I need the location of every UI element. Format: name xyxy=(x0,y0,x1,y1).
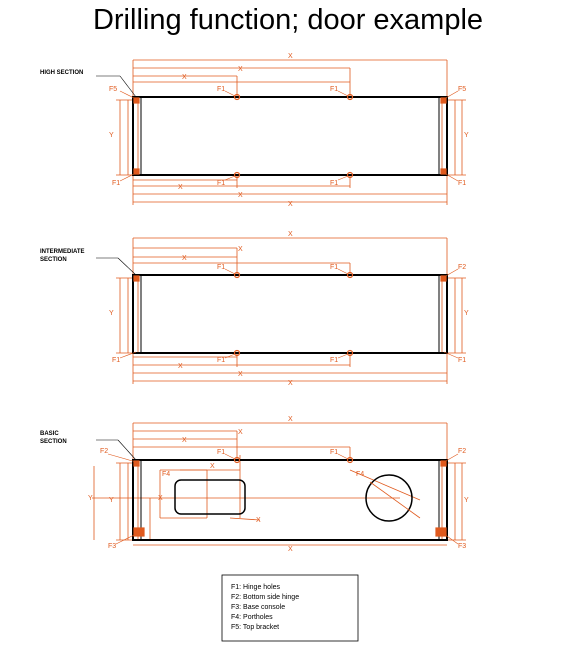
int-dim-x-5: X xyxy=(238,371,243,378)
high-dim-y-right: Y xyxy=(464,132,469,139)
legend-item-f4: F4: Portholes xyxy=(231,614,273,621)
high-dim-x-3: X xyxy=(182,74,187,81)
legend-item-f5: F5: Top bracket xyxy=(231,624,280,631)
int-dim-x-2: X xyxy=(238,246,243,253)
int-label-f1-bottom-right: F1 xyxy=(458,357,467,364)
high-label-f5-left: F5 xyxy=(109,86,118,93)
basic-dim-y-left: Y xyxy=(109,497,114,504)
high-dim-x-5: X xyxy=(238,192,243,199)
basic-label-f2-right: F2 xyxy=(458,448,467,455)
basic-dim-x-5: X xyxy=(158,495,163,502)
high-dim-y-left: Y xyxy=(109,132,114,139)
basic-label-f2-left: F2 xyxy=(100,448,109,455)
intermediate-fittings xyxy=(134,273,446,356)
basic-fittings xyxy=(134,458,446,537)
basic-dim-x-6: X xyxy=(256,517,261,524)
basic-label-f3-left: F3 xyxy=(108,543,117,550)
high-label-f5-right: F5 xyxy=(458,86,467,93)
intermediate-section-label-1: INTERMEDIATE xyxy=(40,249,85,255)
basic-label-f3-right: F3 xyxy=(458,543,467,550)
int-dim-x-1: X xyxy=(288,231,293,238)
high-label-f1-bottom-left: F1 xyxy=(112,180,121,187)
legend-item-f1: F1: Hinge holes xyxy=(231,584,281,591)
basic-dim-x-4: X xyxy=(210,463,215,470)
int-label-f1-bottom-left: F1 xyxy=(112,357,121,364)
high-section xyxy=(40,53,469,208)
basic-door-panel xyxy=(133,460,447,540)
high-dim-x-4: X xyxy=(178,184,183,191)
int-dim-x-4: X xyxy=(178,363,183,370)
high-label-f1-bottom-2: F1 xyxy=(330,180,339,187)
basic-dim-x-3: X xyxy=(182,437,187,444)
high-section-label: HIGH SECTION xyxy=(40,70,84,76)
high-door-panel xyxy=(133,97,447,175)
legend-item-f3: F3: Base console xyxy=(231,604,286,611)
intermediate-door-panel xyxy=(133,275,447,353)
basic-label-f1-top-2: F1 xyxy=(330,449,339,456)
high-label-f1-top-2: F1 xyxy=(330,86,339,93)
high-fittings xyxy=(134,95,446,178)
high-label-f1-bottom-1: F1 xyxy=(217,180,226,187)
basic-section-label-1: BASIC xyxy=(40,431,59,437)
int-dim-x-6: X xyxy=(288,380,293,387)
int-dim-y-left: Y xyxy=(109,310,114,317)
basic-label-f1-top-1: F1 xyxy=(217,449,226,456)
high-label-f1-top-1: F1 xyxy=(217,86,226,93)
basic-label-f4-left: F4 xyxy=(162,471,171,478)
int-dim-x-3: X xyxy=(182,255,187,262)
legend-item-f2: F2: Bottom side hinge xyxy=(231,594,300,601)
basic-dim-x-7: X xyxy=(288,546,293,553)
intermediate-section-label-2: SECTION xyxy=(40,257,67,263)
intermediate-section xyxy=(40,231,469,387)
high-label-f1-bottom-right: F1 xyxy=(458,180,467,187)
high-dimension-lines xyxy=(116,60,466,205)
int-label-f1-bottom-2: F1 xyxy=(330,357,339,364)
basic-label-f4-right: F4 xyxy=(356,471,365,478)
high-dim-x-1: X xyxy=(288,53,293,60)
basic-dim-y-right: Y xyxy=(464,497,469,504)
int-label-f1-top-2: F1 xyxy=(330,264,339,271)
basic-section-label-2: SECTION xyxy=(40,439,67,445)
int-dim-y-right: Y xyxy=(464,310,469,317)
high-dim-x-6: X xyxy=(288,201,293,208)
page-title: Drilling function; door example xyxy=(92,4,484,36)
int-label-f1-bottom-1: F1 xyxy=(217,357,226,364)
int-label-f1-top-1: F1 xyxy=(217,264,226,271)
legend xyxy=(222,575,358,641)
basic-dim-y-outer: Y xyxy=(88,495,93,502)
high-dim-x-2: X xyxy=(238,66,243,73)
basic-section xyxy=(40,416,469,553)
basic-dim-x-1: X xyxy=(288,416,293,423)
basic-dim-x-2: X xyxy=(238,429,243,436)
int-label-f2: F2 xyxy=(458,264,467,271)
rectangular-porthole xyxy=(175,480,245,514)
